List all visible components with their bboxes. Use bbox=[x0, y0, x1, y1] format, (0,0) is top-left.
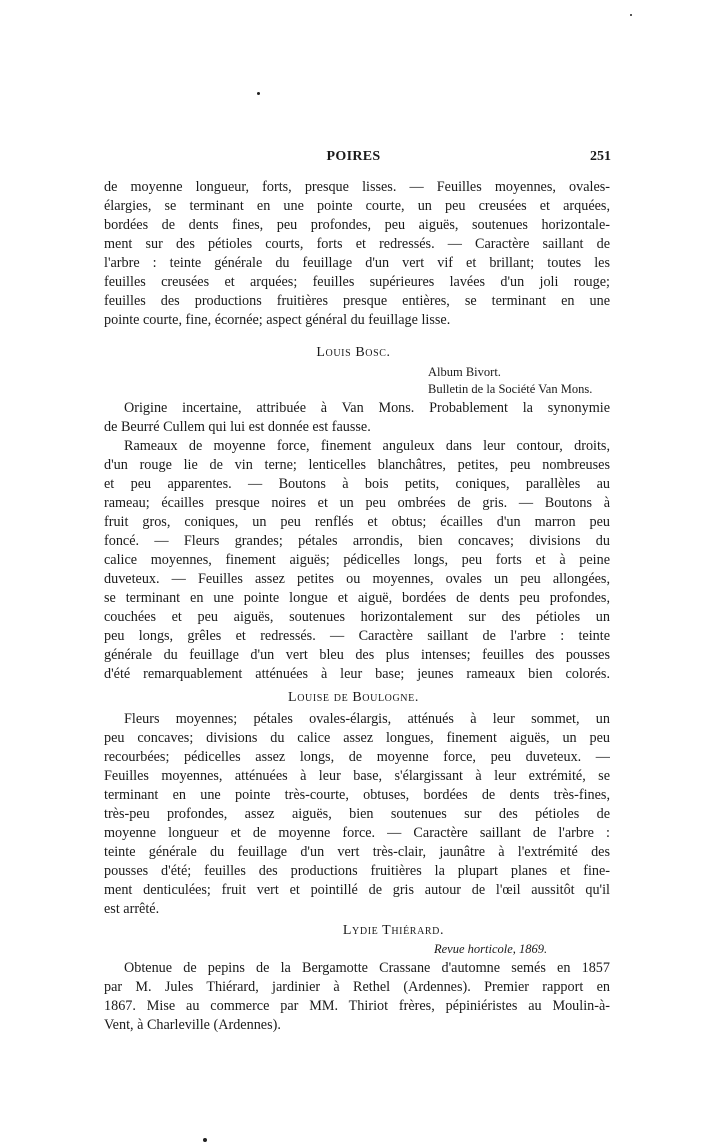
text-line: ment denticulées; fruit vert et pointillé de gris autour de l'œil aussitôt qu'il bbox=[104, 882, 610, 898]
text-line: couchées et peu aiguës, soutenues horizontalement sur des pétioles un bbox=[104, 609, 610, 625]
running-head-title: POIRES bbox=[326, 149, 381, 164]
text-line: fruit gros, coniques, un peu renflés et obtus; écailles d'un marron peu bbox=[104, 514, 610, 530]
text-line: Origine incertaine, attribuée à Van Mons. Probablement la synonymie bbox=[124, 400, 610, 416]
text-line: pointe courte, fine, écornée; aspect général du feuillage lisse. bbox=[104, 312, 451, 328]
entry-reference: Album Bivort. bbox=[428, 365, 501, 379]
text-line: Feuilles moyennes, atténuées à leur base, s'élargissant à leur extrémité, se bbox=[104, 768, 610, 784]
entry-reference: Bulletin de la Société Van Mons. bbox=[428, 382, 593, 396]
page-number: 251 bbox=[590, 149, 611, 164]
text-line: Vent, à Charleville (Ardennes). bbox=[104, 1017, 281, 1033]
entry-heading-louise-de-boulogne: Louise de Boulogne. bbox=[288, 690, 419, 705]
text-line: rameau; écailles presque noires et un peu ombrées de gris. — Boutons à bbox=[104, 495, 610, 511]
text-line: générale du feuillage d'un vert bleu des plus intenses; feuilles des pousses bbox=[104, 647, 610, 663]
text-line: de Beurré Cullem qui lui est donnée est fausse. bbox=[104, 419, 371, 435]
text-line: se terminant en une pointe longue et aiguë, bordées de dents peu profondes, bbox=[104, 590, 610, 606]
text-line: est arrêté. bbox=[104, 901, 160, 917]
text-line: l'arbre : teinte générale du feuillage d'un vert vif et brillant; toutes les bbox=[104, 255, 610, 271]
text-line: moyenne longueur et de moyenne force. — Caractère saillant de l'arbre : bbox=[104, 825, 610, 841]
text-line: Obtenue de pepins de la Bergamotte Crassane d'automne semés en 1857 bbox=[124, 960, 610, 976]
text-line: 1867. Mise au commerce par MM. Thiriot frères, pépiniéristes au Moulin-à- bbox=[104, 998, 610, 1014]
text-line: peu concaves; divisions du calice assez longues, finement aiguës, un peu bbox=[104, 730, 610, 746]
text-line: ment sur des pétioles courts, forts et redressés. — Caractère saillant de bbox=[104, 236, 610, 252]
entry-paragraph bbox=[104, 959, 610, 1035]
text-line: teinte générale du feuillage d'un vert très-clair, jaunâtre à l'extrémité des bbox=[104, 844, 610, 860]
text-line: recourbées; pédicelles assez longs, de moyenne force, peu duveteux. — bbox=[104, 749, 610, 765]
intro-paragraph bbox=[104, 178, 610, 330]
text-line: d'été remarquablement atténuées à leur base; jeunes rameaux bien colorés. bbox=[104, 666, 610, 682]
scan-speck bbox=[257, 92, 260, 95]
text-line: élargies, se terminant en une pointe courte, un peu creusées et arquées, bbox=[104, 198, 610, 214]
text-line: terminant en une pointe très-courte, obtuses, bordées de dents très-fines, bbox=[104, 787, 610, 803]
entry-paragraph bbox=[104, 399, 610, 437]
text-line: d'un rouge lie de vin terne; lenticelles blanchâtres, petites, peu nombreuses bbox=[104, 457, 610, 473]
text-line: duveteux. — Feuilles assez petites ou moyennes, ovales un peu allongées, bbox=[104, 571, 610, 587]
text-line: feuilles des productions fruitières presque entières, se terminant en une bbox=[104, 293, 610, 309]
text-line: de moyenne longueur, forts, presque lisses. — Feuilles moyennes, ovales- bbox=[104, 179, 610, 195]
scan-speck bbox=[203, 1138, 207, 1142]
text-line: pousses d'été; feuilles des productions fruitières la plupart planes et fine- bbox=[104, 863, 610, 879]
text-line: par M. Jules Thiérard, jardinier à Rethel (Ardennes). Premier rapport en bbox=[104, 979, 610, 995]
entry-heading-lydie-thierard: Lydie Thiérard. bbox=[342, 923, 445, 938]
entry-heading-louis-bosc: Louis Bosc. bbox=[316, 345, 391, 360]
text-line: Fleurs moyennes; pétales ovales-élargis, atténués à leur sommet, un bbox=[124, 711, 610, 727]
text-line: foncé. — Fleurs grandes; pétales arrondis, bien concaves; divisions du bbox=[104, 533, 610, 549]
scan-speck bbox=[630, 14, 632, 16]
text-line: calice moyennes, finement aiguës; pédicelles longs, peu forts et à peine bbox=[104, 552, 610, 568]
text-line: très-peu profondes, assez aiguës, bien soutenues sur des pétioles de bbox=[104, 806, 610, 822]
text-line: feuilles creusées et arquées; feuilles supérieures lavées d'un joli rouge; bbox=[104, 274, 610, 290]
text-line: Rameaux de moyenne force, finement anguleux dans leur contour, droits, bbox=[124, 438, 610, 454]
entry-reference: Revue horticole, 1869. bbox=[434, 942, 548, 956]
text-line: et peu apparentes. — Boutons à bois petits, coniques, parallèles au bbox=[104, 476, 610, 492]
text-line: peu longs, grêles et redressés. — Caractère saillant de l'arbre : teinte bbox=[104, 628, 610, 644]
running-head bbox=[0, 148, 707, 168]
entry-paragraph bbox=[104, 437, 610, 684]
text-line: bordées de dents fines, peu profondes, peu aiguës, soutenues horizontale- bbox=[104, 217, 610, 233]
entry-paragraph bbox=[104, 710, 610, 919]
